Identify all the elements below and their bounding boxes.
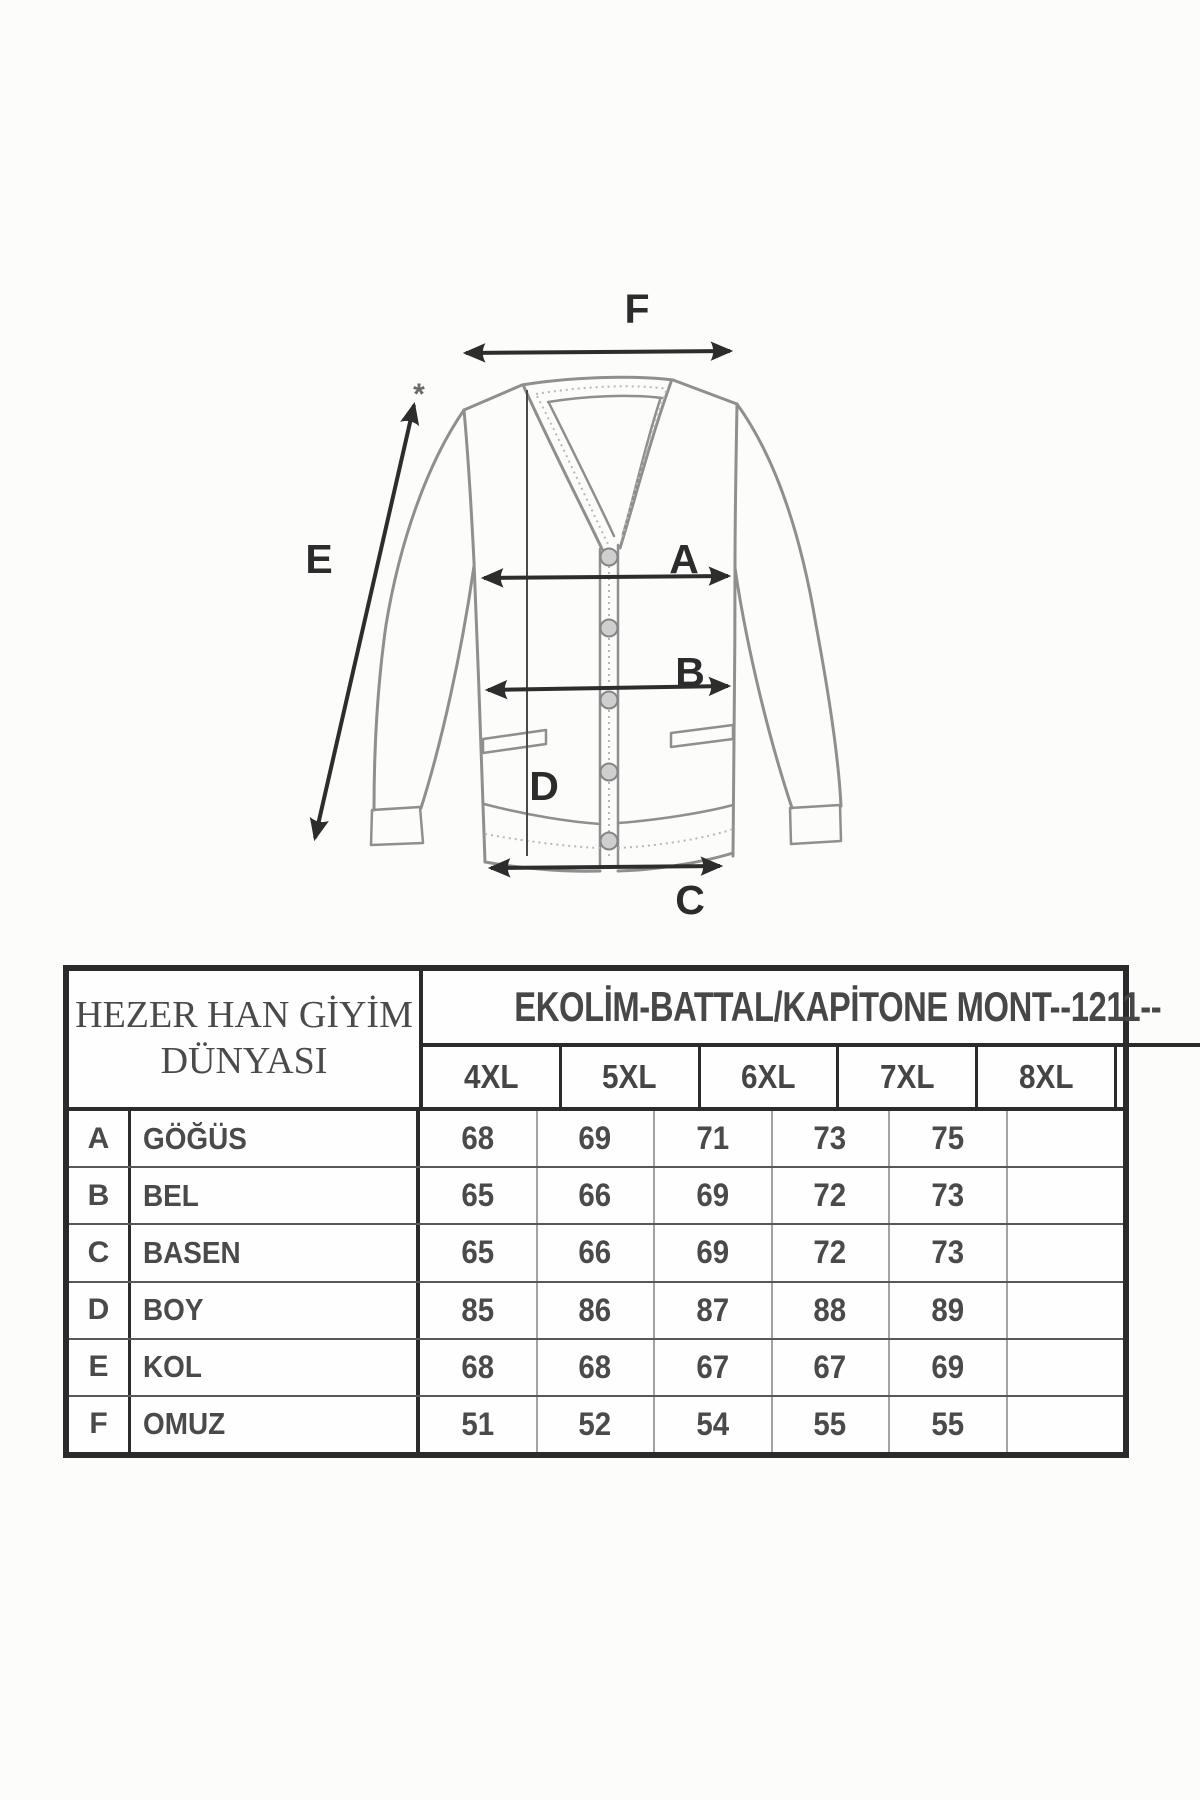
value-text: 69	[578, 1120, 612, 1157]
value-text: 72	[813, 1234, 847, 1271]
size-label: 4XL	[463, 1058, 519, 1095]
button-icon	[601, 764, 618, 781]
diagram-label-e: E	[305, 536, 333, 582]
size-header-empty	[1117, 1047, 1200, 1107]
measure-value	[1008, 1111, 1124, 1166]
body-right-edge	[733, 404, 737, 856]
measure-letter: F	[69, 1397, 131, 1452]
measure-label-cell	[131, 1340, 420, 1395]
measure-value	[1008, 1225, 1124, 1280]
measure-value	[655, 1397, 773, 1452]
measure-label: BOY	[143, 1292, 204, 1328]
size-label: 7XL	[879, 1058, 935, 1095]
measure-value	[538, 1283, 656, 1338]
value-text: 69	[696, 1234, 730, 1271]
left-sleeve-inner	[421, 566, 474, 808]
diagram-label-d: D	[529, 763, 559, 809]
right-pocket-welt	[671, 725, 733, 747]
measure-label: KOL	[143, 1349, 202, 1385]
value-text: 68	[461, 1120, 495, 1157]
right-sleeve-inner	[735, 568, 792, 808]
measure-value	[1008, 1340, 1124, 1395]
measure-value	[655, 1283, 773, 1338]
value-text: 89	[931, 1291, 965, 1328]
value-text: 67	[813, 1348, 847, 1385]
measure-value	[420, 1168, 538, 1223]
table-row	[69, 1340, 1123, 1397]
measure-value	[420, 1283, 538, 1338]
measure-value	[420, 1111, 538, 1166]
product-code: EKOLİM-BATTAL/KAPİTONE MONT--1211--	[514, 983, 1162, 1030]
value-text: 73	[931, 1177, 965, 1214]
measure-value	[773, 1283, 891, 1338]
button-icon	[601, 620, 618, 637]
measure-label-cell	[131, 1225, 420, 1280]
measure-value	[773, 1111, 891, 1166]
right-cuff	[790, 805, 841, 844]
measure-value	[420, 1340, 538, 1395]
back-neckband	[522, 377, 673, 385]
diagram-label-f: F	[624, 286, 650, 332]
table-body	[69, 1111, 1123, 1452]
header-right	[423, 971, 1200, 1107]
size-table	[63, 965, 1162, 1458]
measure-value	[420, 1225, 538, 1280]
vneck-right-outer	[620, 382, 671, 548]
measure-value	[538, 1111, 656, 1166]
brand-line1: HEZER HAN GİYİM	[75, 994, 413, 1037]
measure-value	[890, 1340, 1008, 1395]
measure-value	[655, 1111, 773, 1166]
button-icon	[601, 692, 618, 709]
brand-cell	[69, 971, 423, 1107]
table-row	[69, 1283, 1123, 1340]
measure-label-cell	[131, 1111, 420, 1166]
size-header-7xl	[839, 1047, 978, 1107]
right-shoulder-seam	[673, 380, 737, 404]
left-shoulder-seam	[464, 385, 522, 410]
value-text: 68	[461, 1348, 495, 1385]
measure-value	[1008, 1397, 1124, 1452]
value-text: 68	[578, 1348, 612, 1385]
measure-value	[773, 1168, 891, 1223]
right-sleeve-outer	[737, 404, 841, 806]
back-neckband-seam	[548, 396, 662, 402]
value-text: 65	[461, 1177, 495, 1214]
value-text: 65	[461, 1234, 495, 1271]
table-header	[69, 971, 1162, 1111]
arrow-hem-c	[491, 866, 720, 868]
size-label: 8XL	[1018, 1058, 1074, 1095]
measure-value	[773, 1225, 891, 1280]
measure-letter: D	[69, 1283, 131, 1338]
vneck-left-outer	[524, 387, 602, 549]
value-text: 71	[696, 1120, 730, 1157]
arrow-shoulder-f	[466, 351, 730, 353]
measure-value	[890, 1283, 1008, 1338]
measure-value	[890, 1225, 1008, 1280]
value-text: 85	[461, 1291, 495, 1328]
measure-label: BASEN	[143, 1234, 241, 1270]
table-row	[69, 1225, 1123, 1282]
measure-value	[538, 1168, 656, 1223]
value-text: 88	[813, 1291, 847, 1328]
vneck-left-inner	[549, 403, 614, 536]
value-text: 66	[578, 1234, 612, 1271]
value-text: 73	[813, 1120, 847, 1157]
value-text: 55	[813, 1405, 847, 1442]
value-text: 72	[813, 1177, 847, 1214]
measure-value	[1008, 1283, 1124, 1338]
measure-value	[890, 1111, 1008, 1166]
body-left-edge	[464, 410, 485, 862]
left-sleeve-outer	[374, 410, 464, 810]
measure-value	[538, 1340, 656, 1395]
measure-label: BEL	[143, 1177, 199, 1213]
measure-value	[1008, 1168, 1124, 1223]
value-text: 52	[578, 1405, 612, 1442]
measure-value	[538, 1225, 656, 1280]
size-header-6xl	[701, 1047, 840, 1107]
brand-line2: DÜNYASI	[160, 1040, 328, 1082]
measure-value	[890, 1397, 1008, 1452]
value-text: 69	[696, 1177, 730, 1214]
left-cuff	[371, 807, 423, 845]
measure-value	[420, 1397, 538, 1452]
sizes-row	[423, 1047, 1200, 1107]
star-mark: *	[413, 378, 425, 411]
size-header-4xl	[423, 1047, 562, 1107]
size-header-5xl	[562, 1047, 701, 1107]
value-text: 54	[696, 1405, 730, 1442]
measure-letter: E	[69, 1340, 131, 1395]
value-text: 69	[931, 1348, 965, 1385]
table-row	[69, 1168, 1123, 1225]
measure-arrows	[315, 351, 730, 868]
size-label: 6XL	[741, 1058, 796, 1095]
measure-label: OMUZ	[143, 1406, 226, 1442]
size-label: 5XL	[602, 1058, 657, 1095]
measure-label-cell	[131, 1283, 420, 1338]
arrow-sleeve-e	[315, 405, 414, 838]
size-header-8xl	[978, 1047, 1117, 1107]
value-text: 66	[578, 1177, 612, 1214]
button-icon	[601, 833, 618, 850]
value-text: 51	[461, 1405, 495, 1442]
product-cell	[423, 971, 1200, 1047]
measure-value	[890, 1168, 1008, 1223]
table-row	[69, 1397, 1123, 1452]
measure-value	[655, 1168, 773, 1223]
value-text: 73	[931, 1234, 965, 1271]
value-text: 67	[696, 1348, 730, 1385]
measure-value	[655, 1225, 773, 1280]
measure-value	[538, 1397, 656, 1452]
diagram-label-a: A	[669, 536, 699, 582]
value-text: 87	[696, 1291, 730, 1328]
measure-value	[655, 1340, 773, 1395]
hem-band-top-right	[618, 805, 733, 823]
left-pocket-welt	[483, 730, 546, 753]
measure-value	[773, 1397, 891, 1452]
measure-value	[773, 1340, 891, 1395]
measure-label-cell	[131, 1397, 420, 1452]
measure-letter: C	[69, 1225, 131, 1280]
measure-letter: A	[69, 1111, 131, 1166]
button-row	[601, 549, 618, 850]
diagram-label-c: C	[675, 877, 705, 923]
table-row	[69, 1111, 1123, 1168]
diagram-label-b: B	[675, 649, 705, 695]
value-text: 75	[931, 1120, 965, 1157]
value-text: 86	[578, 1291, 612, 1328]
measure-letter: B	[69, 1168, 131, 1223]
button-icon	[601, 549, 618, 566]
value-text: 55	[931, 1405, 965, 1442]
measure-label: GÖĞÜS	[143, 1120, 247, 1156]
measure-label-cell	[131, 1168, 420, 1223]
